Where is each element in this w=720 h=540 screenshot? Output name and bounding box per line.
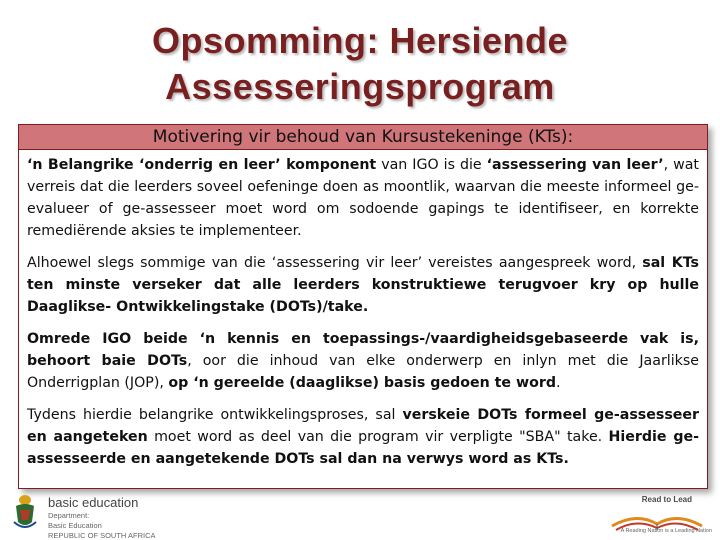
content-body (19, 150, 707, 470)
paragraph-3 (27, 328, 699, 394)
p3-text-d: . (556, 375, 561, 391)
paragraph-2 (27, 252, 699, 318)
content-box (18, 124, 708, 489)
logo-dept-line1: Department: (48, 511, 90, 520)
logo-dept-line3: REPUBLIC OF SOUTH AFRICA (48, 531, 156, 540)
content-box-header: Motivering vir behoud van Kursustekeninge (KTs): (19, 125, 707, 150)
slide-title-line1: Opsomming: Hersiende (151, 20, 569, 61)
paragraph-4 (27, 404, 699, 470)
slide-title-line2: Assesseringsprogram (165, 66, 555, 107)
p4-text-a: Tydens hierdie belangrike ontwikkelingsproses, sal (27, 407, 403, 423)
p2-bold-b: sal KTs ten minste verseker dat alle leerders konstruktiewe terugvoer kry op hulle Daaglikse- Ontwikkelingstake (DOTs)/take. (27, 255, 699, 315)
p3-bold-c: op ‘n gereelde (daaglikse) basis gedoen te word (168, 375, 556, 391)
p2-text-a: Alhoewel slegs sommige van die ‘assessering vir leer’ vereistes aangespreek word, (27, 255, 643, 271)
slide-title (0, 18, 720, 110)
read-to-lead-title: Read to Lead (641, 495, 692, 504)
p1-bold-a: ‘n Belangrike ‘onderrig en leer’ komponent (27, 157, 377, 173)
p1-text-d: , wat verreis dat die leerders soveel oefeninge doen as moontlik, waarvan die meeste informeel ge-evalueer of ge-assesseer moet word om sodoende gapings te identifiseer, en korrekte remediërende aksies te implementeer. (27, 157, 699, 239)
p1-bold-c: ‘assessering van leer’ (486, 157, 664, 173)
p4-bold-d: Hierdie ge-assesseerde en aangetekende DOTs sal dan na verwys word as KTs. (27, 429, 700, 467)
coat-of-arms-icon (10, 492, 40, 532)
p3-text-b: , oor die inhoud van elke onderwerp en inlyn met die Jaarlikse Onderrigplan (JOP), (27, 353, 699, 391)
logo-dept-line2: Basic Education (48, 521, 102, 530)
p4-text-c: moet word as deel van die program vir verpligte "SBA" take. (147, 429, 609, 445)
footer (0, 490, 720, 540)
logo-name: basic education (48, 495, 139, 510)
read-to-lead-tagline: A Reading Nation is a Leading Nation (620, 528, 712, 534)
paragraph-1 (27, 154, 699, 242)
p3-bold-a: Omrede IGO beide ‘n kennis en toepassings-/vaardigheidsgebaseerde vak is, behoort baie DOTs (27, 331, 699, 369)
p1-text-b: van IGO is die (376, 157, 487, 173)
dbe-logo (48, 495, 156, 540)
p4-bold-b: verskeie DOTs formeel ge-assesseer en aangeteken (27, 407, 700, 445)
